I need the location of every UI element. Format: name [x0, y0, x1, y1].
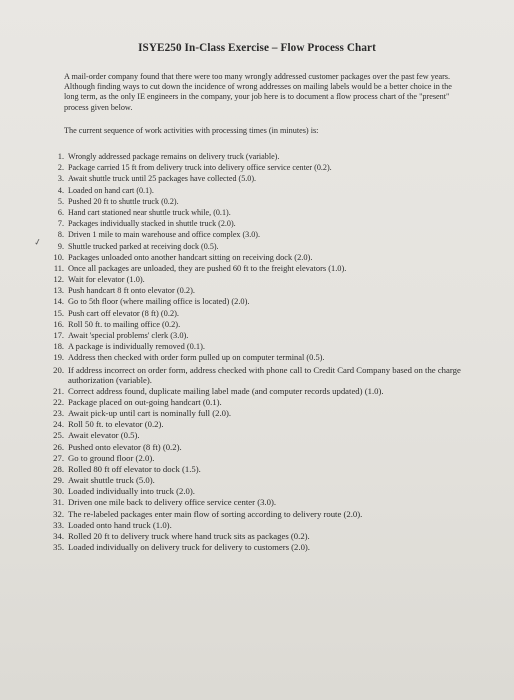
step-text: Package placed on out-going handcart (0.1). [68, 396, 222, 407]
step-text: Once all packages are unloaded, they are pushed 60 ft to the freight elevators (1.0). [68, 263, 347, 273]
step-text: Loaded individually into truck (2.0). [68, 486, 195, 497]
sequence-heading: The current sequence of work activities with processing times (in minutes) is: [64, 126, 319, 135]
step-number: 23. [53, 407, 64, 418]
process-steps-list [48, 152, 478, 553]
step-number: 8. [57, 230, 64, 240]
process-step [48, 253, 478, 264]
process-step [48, 342, 478, 353]
step-number: 11. [53, 263, 64, 273]
step-text: If address incorrect on order form, address checked with phone call to Credit Card Company based on the charge authorization (variable). [68, 364, 461, 385]
step-text: Loaded onto hand truck (1.0). [68, 519, 172, 530]
step-number: 29. [53, 475, 64, 486]
step-number: 16. [53, 319, 64, 329]
step-text: Driven one mile back to delivery office service center (3.0). [68, 497, 277, 508]
step-number: 26. [53, 441, 64, 452]
process-step [48, 509, 478, 520]
step-text: Packages individually stacked in shuttle truck (2.0). [68, 219, 236, 229]
process-step [48, 353, 478, 364]
step-number: 20. [53, 364, 64, 375]
process-step [48, 365, 478, 386]
intro-paragraph: A mail-order company found that there were too many wrongly addressed customer packages over the past few years. Although finding ways to cut down the incidence of wrong addresses on mailing labels would be a better choice in the long term, as the only IE engineers in the company, your job here is to document a flow process chart of the "present" process given below. [64, 72, 452, 112]
handwritten-check-mark: ✓ [32, 236, 43, 248]
step-number: 12. [53, 275, 64, 285]
process-step [48, 186, 478, 197]
step-text: Await 'special problems' clerk (3.0). [68, 331, 189, 340]
step-number: 13. [53, 286, 64, 296]
process-step [48, 320, 478, 331]
step-text: A package is individually removed (0.1). [68, 342, 205, 352]
step-text: Roll 50 ft. to mailing office (0.2). [68, 319, 181, 329]
step-number: 27. [53, 452, 64, 463]
step-text: Push cart off elevator (8 ft) (0.2). [68, 308, 180, 318]
step-number: 14. [53, 297, 64, 307]
step-text: Loaded individually on delivery truck for delivery to customers (2.0). [68, 542, 310, 553]
process-step [48, 297, 478, 308]
process-step [48, 163, 478, 174]
step-number: 10. [53, 252, 64, 262]
process-step [48, 152, 478, 163]
step-number: 30. [53, 486, 64, 497]
process-step [48, 242, 478, 253]
step-text: Rolled 20 ft to delivery truck where hand truck sits as packages (0.2). [68, 531, 310, 541]
process-step [48, 331, 478, 342]
step-number: 15. [53, 308, 64, 318]
step-number: 17. [53, 331, 64, 340]
process-step [48, 464, 478, 475]
step-text: Rolled 80 ft off elevator to dock (1.5). [68, 463, 201, 474]
process-step [48, 430, 478, 441]
step-text: Hand cart stationed near shuttle truck while, (0.1). [68, 207, 231, 217]
process-step [48, 386, 478, 397]
step-number: 34. [53, 531, 64, 541]
step-number: 25. [53, 430, 64, 441]
step-number: 35. [53, 542, 64, 553]
process-step [48, 197, 478, 208]
step-number: 33. [53, 519, 64, 530]
step-text: Driven 1 mile to main warehouse and office complex (3.0). [68, 230, 261, 240]
process-step [48, 542, 478, 553]
step-text: Go to 5th floor (where mailing office is located) (2.0). [68, 297, 250, 307]
document-title: ISYE250 In-Class Exercise – Flow Process Chart [138, 42, 376, 54]
process-step [48, 419, 478, 430]
step-number: 9. [57, 241, 64, 251]
process-step [48, 286, 478, 297]
step-number: 21. [53, 385, 64, 396]
step-number: 31. [53, 497, 64, 508]
step-number: 1. [57, 152, 64, 161]
step-number: 32. [53, 508, 64, 519]
step-text: Roll 50 ft. to elevator (0.2). [68, 419, 164, 430]
step-text: Correct address found, duplicate mailing label made (and computer records updated) (1.0). [68, 385, 384, 396]
step-number: 3. [57, 174, 64, 184]
step-text: Await shuttle truck until 25 packages have collected (5.0). [68, 174, 257, 184]
step-text: Loaded on hand cart (0.1). [68, 185, 154, 195]
process-step [48, 408, 478, 419]
step-text: Pushed 20 ft to shuttle truck (0.2). [68, 196, 179, 206]
process-step [48, 531, 478, 542]
step-text: Package carried 15 ft from delivery truck into delivery office service center (0.2). [68, 163, 332, 173]
step-number: 5. [57, 196, 64, 206]
step-text: Await elevator (0.5). [68, 430, 140, 441]
step-text: The re-labeled packages enter main flow of sorting according to delivery route (2.0). [68, 508, 363, 519]
process-step [48, 475, 478, 486]
step-number: 28. [53, 463, 64, 474]
process-step [48, 208, 478, 219]
step-text: Await shuttle truck (5.0). [68, 475, 155, 486]
process-step [48, 174, 478, 185]
process-step [48, 264, 478, 275]
step-text: Await pick-up until cart is nominally full (2.0). [68, 407, 232, 418]
step-text: Push handcart 8 ft onto elevator (0.2). [68, 286, 195, 296]
step-text: Packages unloaded onto another handcart sitting on receiving dock (2.0). [68, 252, 313, 262]
process-step [48, 442, 478, 453]
step-text: Pushed onto elevator (8 ft) (0.2). [68, 441, 182, 452]
process-step [48, 453, 478, 464]
step-text: Address then checked with order form pulled up on computer terminal (0.5). [68, 353, 325, 363]
process-step [48, 309, 478, 320]
step-number: 2. [57, 163, 64, 173]
step-text: Shuttle trucked parked at receiving dock (0.5). [68, 241, 219, 251]
step-text: Go to ground floor (2.0). [68, 452, 155, 463]
step-text: Wrongly addressed package remains on delivery truck (variable). [68, 152, 280, 161]
process-step [48, 497, 478, 508]
step-number: 7. [57, 219, 64, 229]
step-number: 22. [53, 396, 64, 407]
step-number: 18. [53, 342, 64, 352]
process-step [48, 230, 478, 241]
process-step [48, 397, 478, 408]
step-number: 6. [57, 207, 64, 217]
step-number: 24. [53, 419, 64, 430]
step-number: 19. [53, 353, 64, 363]
process-step [48, 486, 478, 497]
process-step [48, 219, 478, 230]
process-step [48, 275, 478, 286]
step-number: 4. [57, 185, 64, 195]
process-step [48, 520, 478, 531]
step-text: Wait for elevator (1.0). [68, 275, 145, 285]
